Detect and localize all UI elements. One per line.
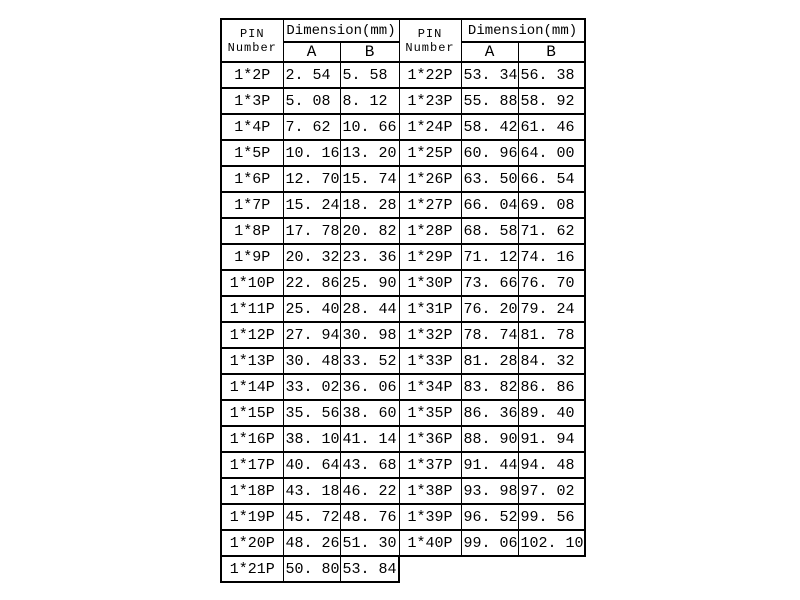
right-pin-cell: 1*28P xyxy=(399,218,461,244)
right-dim-b-cell: 69. 08 xyxy=(518,192,585,218)
right-dim-b-cell: 94. 48 xyxy=(518,452,585,478)
left-dim-b-cell: 33. 52 xyxy=(340,348,399,374)
left-pin-header-line2: Number xyxy=(227,40,277,55)
right-pin-cell: 1*36P xyxy=(399,426,461,452)
left-dim-b-cell: 28. 44 xyxy=(340,296,399,322)
right-pin-cell: 1*38P xyxy=(399,478,461,504)
left-dim-b-cell: 46. 22 xyxy=(340,478,399,504)
left-pin-cell: 1*13P xyxy=(221,348,283,374)
left-dim-a-cell: 2. 54 xyxy=(283,62,340,88)
left-dim-a-cell: 45. 72 xyxy=(283,504,340,530)
left-pin-cell: 1*2P xyxy=(221,62,283,88)
right-pin-cell: 1*23P xyxy=(399,88,461,114)
right-dim-a-cell: 99. 06 xyxy=(461,530,518,556)
table-row xyxy=(221,244,585,270)
left-pin-cell: 1*9P xyxy=(221,244,283,270)
table-row xyxy=(221,88,585,114)
left-pin-cell: 1*14P xyxy=(221,374,283,400)
left-dim-a-cell: 20. 32 xyxy=(283,244,340,270)
left-pin-cell: 1*5P xyxy=(221,140,283,166)
table-row xyxy=(221,192,585,218)
right-col-b-header: B xyxy=(518,42,585,62)
table-row xyxy=(221,426,585,452)
table-row xyxy=(221,166,585,192)
right-dim-a-cell: 76. 20 xyxy=(461,296,518,322)
left-pin-number-header xyxy=(221,19,283,62)
left-pin-cell: 1*10P xyxy=(221,270,283,296)
left-dim-a-cell: 5. 08 xyxy=(283,88,340,114)
left-pin-cell: 1*6P xyxy=(221,166,283,192)
table-row xyxy=(221,374,585,400)
right-dim-a-cell: 71. 12 xyxy=(461,244,518,270)
left-dim-b-cell: 18. 28 xyxy=(340,192,399,218)
left-pin-cell: 1*17P xyxy=(221,452,283,478)
left-dim-b-cell: 41. 14 xyxy=(340,426,399,452)
left-pin-cell: 1*15P xyxy=(221,400,283,426)
right-dim-b-cell: 81. 78 xyxy=(518,322,585,348)
left-dim-a-cell: 7. 62 xyxy=(283,114,340,140)
left-dim-b-cell: 43. 68 xyxy=(340,452,399,478)
left-dim-b-cell: 48. 76 xyxy=(340,504,399,530)
right-dim-b-cell: 102. 10 xyxy=(518,530,585,556)
right-dim-b-cell: 79. 24 xyxy=(518,296,585,322)
left-pin-cell: 1*20P xyxy=(221,530,283,556)
left-dim-b-cell: 53. 84 xyxy=(340,556,399,582)
right-dim-a-cell: 66. 04 xyxy=(461,192,518,218)
left-dim-a-cell: 50. 80 xyxy=(283,556,340,582)
right-pin-number-header xyxy=(399,19,461,62)
left-dim-a-cell: 22. 86 xyxy=(283,270,340,296)
left-pin-cell: 1*18P xyxy=(221,478,283,504)
left-dim-b-cell: 23. 36 xyxy=(340,244,399,270)
right-pin-cell: 1*27P xyxy=(399,192,461,218)
right-pin-cell: 1*30P xyxy=(399,270,461,296)
left-dim-a-cell: 15. 24 xyxy=(283,192,340,218)
left-dim-b-cell: 8. 12 xyxy=(340,88,399,114)
table-row xyxy=(221,140,585,166)
table-row xyxy=(221,452,585,478)
right-dim-b-cell: 84. 32 xyxy=(518,348,585,374)
left-dim-a-cell: 27. 94 xyxy=(283,322,340,348)
left-dim-a-cell: 38. 10 xyxy=(283,426,340,452)
right-dim-b-cell: 91. 94 xyxy=(518,426,585,452)
left-dim-a-cell: 48. 26 xyxy=(283,530,340,556)
right-pin-cell: 1*25P xyxy=(399,140,461,166)
right-dim-a-cell: 60. 96 xyxy=(461,140,518,166)
right-pin-cell: 1*31P xyxy=(399,296,461,322)
left-pin-cell: 1*3P xyxy=(221,88,283,114)
left-pin-cell: 1*4P xyxy=(221,114,283,140)
right-pin-cell: 1*24P xyxy=(399,114,461,140)
right-dim-a-cell: 63. 50 xyxy=(461,166,518,192)
left-dim-b-cell: 38. 60 xyxy=(340,400,399,426)
table-row xyxy=(221,556,585,582)
right-dim-b-cell: 56. 38 xyxy=(518,62,585,88)
right-dim-b-cell: 58. 92 xyxy=(518,88,585,114)
table-row xyxy=(221,530,585,556)
right-pin-cell: 1*40P xyxy=(399,530,461,556)
right-dimension-header: Dimension(mm) xyxy=(461,19,585,42)
left-dim-a-cell: 10. 16 xyxy=(283,140,340,166)
right-dim-a-cell: 86. 36 xyxy=(461,400,518,426)
right-dim-a-cell: 93. 98 xyxy=(461,478,518,504)
table-row xyxy=(221,296,585,322)
right-pin-cell: 1*29P xyxy=(399,244,461,270)
right-pin-cell: 1*32P xyxy=(399,322,461,348)
right-dim-b-cell: 74. 16 xyxy=(518,244,585,270)
right-pin-cell: 1*26P xyxy=(399,166,461,192)
left-dimension-header: Dimension(mm) xyxy=(283,19,399,42)
table-row xyxy=(221,218,585,244)
right-dim-b-cell: 89. 40 xyxy=(518,400,585,426)
table-row xyxy=(221,270,585,296)
left-dim-b-cell: 13. 20 xyxy=(340,140,399,166)
right-dim-b-cell: 61. 46 xyxy=(518,114,585,140)
left-dim-a-cell: 12. 70 xyxy=(283,166,340,192)
right-pin-cell: 1*39P xyxy=(399,504,461,530)
left-pin-cell: 1*8P xyxy=(221,218,283,244)
right-dim-a-cell: 81. 28 xyxy=(461,348,518,374)
table-row xyxy=(221,400,585,426)
right-dim-a-cell: 96. 52 xyxy=(461,504,518,530)
right-dim-a-cell: 91. 44 xyxy=(461,452,518,478)
right-pin-header-line1: PIN xyxy=(417,26,443,41)
table-row xyxy=(221,348,585,374)
right-pin-cell: 1*34P xyxy=(399,374,461,400)
left-pin-cell: 1*7P xyxy=(221,192,283,218)
left-dim-b-cell: 36. 06 xyxy=(340,374,399,400)
left-dim-a-cell: 25. 40 xyxy=(283,296,340,322)
left-dim-b-cell: 51. 30 xyxy=(340,530,399,556)
left-dim-b-cell: 15. 74 xyxy=(340,166,399,192)
right-dim-b-cell: 86. 86 xyxy=(518,374,585,400)
left-dim-a-cell: 17. 78 xyxy=(283,218,340,244)
left-col-b-header: B xyxy=(340,42,399,62)
table-row xyxy=(221,504,585,530)
table-row xyxy=(221,114,585,140)
left-dim-a-cell: 30. 48 xyxy=(283,348,340,374)
left-pin-header-line1: PIN xyxy=(239,26,265,41)
right-dim-a-cell: 83. 82 xyxy=(461,374,518,400)
right-dim-b-cell: 66. 54 xyxy=(518,166,585,192)
left-dim-b-cell: 10. 66 xyxy=(340,114,399,140)
table-row xyxy=(221,62,585,88)
right-pin-cell: 1*33P xyxy=(399,348,461,374)
right-dim-a-cell: 58. 42 xyxy=(461,114,518,140)
left-dim-a-cell: 33. 02 xyxy=(283,374,340,400)
right-dim-a-cell: 78. 74 xyxy=(461,322,518,348)
right-pin-header-line2: Number xyxy=(405,40,455,55)
right-dim-a-cell: 68. 58 xyxy=(461,218,518,244)
left-pin-cell: 1*19P xyxy=(221,504,283,530)
right-dim-a-cell: 73. 66 xyxy=(461,270,518,296)
left-dim-a-cell: 35. 56 xyxy=(283,400,340,426)
left-pin-cell: 1*11P xyxy=(221,296,283,322)
left-pin-cell: 1*16P xyxy=(221,426,283,452)
right-col-a-header: A xyxy=(461,42,518,62)
right-dim-b-cell: 97. 02 xyxy=(518,478,585,504)
left-dim-a-cell: 43. 18 xyxy=(283,478,340,504)
right-dim-b-cell: 76. 70 xyxy=(518,270,585,296)
pin-dimension-table xyxy=(220,18,586,583)
left-pin-cell: 1*21P xyxy=(221,556,283,582)
right-dim-a-cell: 55. 88 xyxy=(461,88,518,114)
table-row xyxy=(221,322,585,348)
left-dim-b-cell: 20. 82 xyxy=(340,218,399,244)
header-row-1 xyxy=(221,19,585,42)
right-dim-a-cell: 53. 34 xyxy=(461,62,518,88)
right-dim-a-cell: 88. 90 xyxy=(461,426,518,452)
left-dim-b-cell: 5. 58 xyxy=(340,62,399,88)
right-pin-cell: 1*22P xyxy=(399,62,461,88)
empty-cell xyxy=(399,556,585,582)
table-row xyxy=(221,478,585,504)
left-dim-a-cell: 40. 64 xyxy=(283,452,340,478)
right-dim-b-cell: 99. 56 xyxy=(518,504,585,530)
left-dim-b-cell: 25. 90 xyxy=(340,270,399,296)
right-pin-cell: 1*37P xyxy=(399,452,461,478)
left-col-a-header: A xyxy=(283,42,340,62)
left-dim-b-cell: 30. 98 xyxy=(340,322,399,348)
right-dim-b-cell: 71. 62 xyxy=(518,218,585,244)
right-pin-cell: 1*35P xyxy=(399,400,461,426)
right-dim-b-cell: 64. 00 xyxy=(518,140,585,166)
left-pin-cell: 1*12P xyxy=(221,322,283,348)
